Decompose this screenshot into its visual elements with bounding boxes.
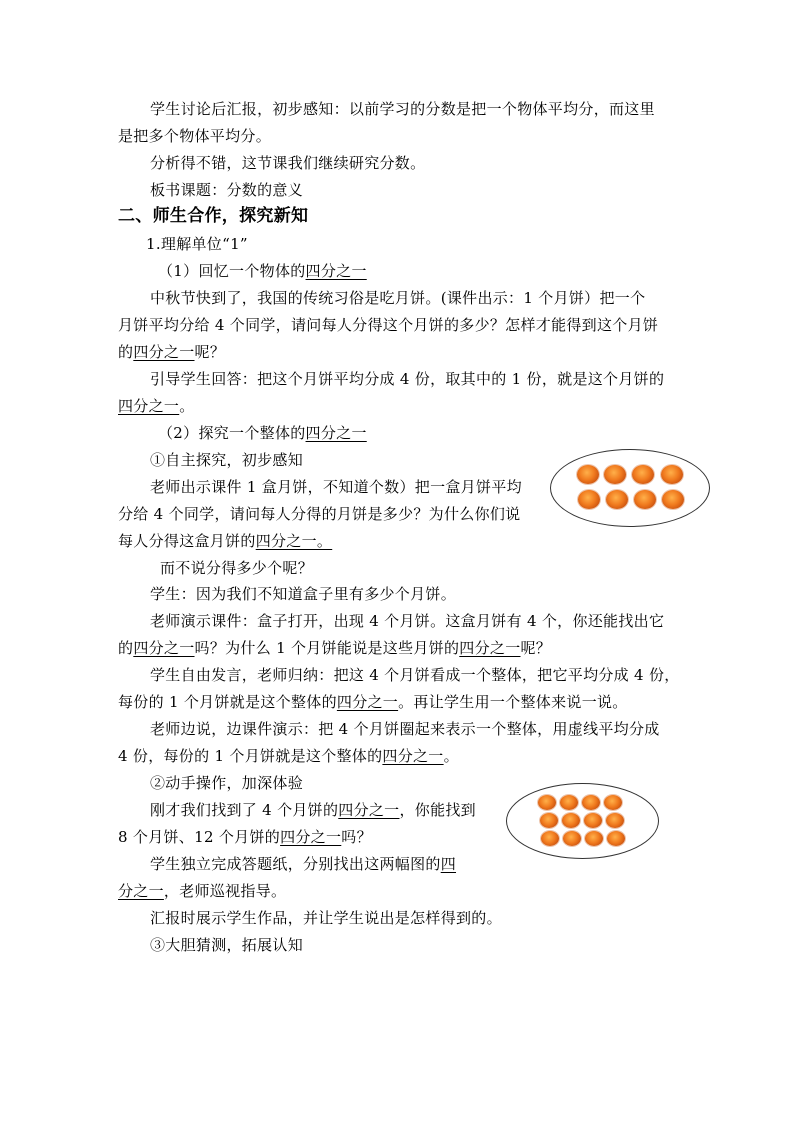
paragraph-midautumn-end: 的四分之一呢？ bbox=[118, 343, 226, 361]
step-bold-guess: ③大胆猜测，拓展认知 bbox=[150, 936, 304, 954]
section-heading: 二、师生合作，探究新知 bbox=[118, 206, 309, 226]
mooncake-icon bbox=[606, 813, 624, 828]
mooncake-icon bbox=[662, 490, 684, 509]
paragraph-box-of-mooncakes: 老师出示课件 1 盒月饼，不知道个数）把一盒月饼平均 bbox=[150, 478, 522, 496]
step-hands-on: ②动手操作，加深体验 bbox=[150, 774, 304, 792]
paragraph-midautumn: 中秋节快到了，我国的传统习俗是吃月饼。(课件出示：1 个月饼）把一个 bbox=[150, 289, 646, 307]
mooncake-icon bbox=[540, 813, 558, 828]
mooncake-icon bbox=[604, 465, 626, 484]
mooncake-icon bbox=[562, 813, 580, 828]
paragraph-why-not-count: 而不说分得多少个呢？ bbox=[160, 559, 314, 577]
paragraph-student-answer: 学生：因为我们不知道盒子里有多少个月饼。 bbox=[150, 585, 457, 603]
mooncake-icon bbox=[541, 831, 559, 846]
mooncake-icon bbox=[607, 831, 625, 846]
mooncake-icon bbox=[606, 490, 628, 509]
paragraph-teacher-circle-cont: 4 份，每份的 1 个月饼就是这个整体的四分之一。 bbox=[118, 747, 459, 765]
step-self-explore: ①自主探究，初步感知 bbox=[150, 451, 304, 469]
subheading-recall: （1）回忆一个物体的四分之一 bbox=[158, 262, 367, 280]
paragraph-free-speech: 学生自由发言，老师归纳：把这 4 个月饼看成一个整体，把它平均分成 4 份， bbox=[150, 666, 680, 684]
paragraph-report: 学生讨论后汇报，初步感知：以前学习的分数是把一个物体平均分，而这里 bbox=[150, 100, 655, 118]
paragraph-show-work: 汇报时展示学生作品，并让学生说出是怎样得到的。 bbox=[150, 909, 502, 927]
mooncake-icon bbox=[560, 795, 578, 810]
paragraph-find-quarter: 刚才我们找到了 4 个月饼的四分之一，你能找到 bbox=[150, 801, 476, 819]
mooncake-icon bbox=[578, 490, 600, 509]
subheading-unit-one: 1.理解单位“1” bbox=[146, 235, 248, 253]
paragraph-free-speech-cont: 每份的 1 个月饼就是这个整体的四分之一。再让学生用一个整体来说一说。 bbox=[118, 693, 628, 711]
mooncake-icon bbox=[585, 831, 603, 846]
mooncake-icon bbox=[632, 465, 654, 484]
paragraph-box-end: 每人分得这盒月饼的四分之一。 bbox=[118, 532, 333, 550]
mooncake-icon bbox=[661, 465, 683, 484]
mooncake-icon bbox=[563, 831, 581, 846]
paragraph-midautumn-cont: 月饼平均分给 4 个同学，请问每人分得这个月饼的多少？怎样才能得到这个月饼 bbox=[118, 316, 659, 334]
mooncake-icon bbox=[582, 795, 600, 810]
plate-of-12-mooncakes bbox=[506, 783, 659, 859]
mooncake-icon bbox=[577, 465, 599, 484]
paragraph-board-title: 板书课题：分数的意义 bbox=[150, 181, 304, 199]
plate-of-8-mooncakes bbox=[550, 449, 710, 527]
paragraph-teacher-demo-cont: 的四分之一吗？为什么 1 个月饼能说是这些月饼的四分之一呢？ bbox=[118, 639, 552, 657]
paragraph-guide-answer-end: 四分之一。 bbox=[118, 397, 195, 415]
mooncake-icon bbox=[538, 795, 556, 810]
mooncake-icon bbox=[604, 795, 622, 810]
mooncake-icon bbox=[634, 490, 656, 509]
paragraph-teacher-circle: 老师边说，边课件演示：把 4 个月饼圈起来表示一个整体，用虚线平均分成 bbox=[150, 720, 660, 738]
paragraph-teacher-demo: 老师演示课件：盒子打开，出现 4 个月饼。这盒月饼有 4 个，你还能找出它 bbox=[150, 612, 665, 630]
paragraph-worksheet-cont: 分之一，老师巡视指导。 bbox=[118, 882, 287, 900]
paragraph-worksheet: 学生独立完成答题纸，分别找出这两幅图的四 bbox=[150, 855, 457, 873]
paragraph-report-cont: 是把多个物体平均分。 bbox=[118, 127, 272, 145]
subheading-explore-whole: （2）探究一个整体的四分之一 bbox=[158, 424, 367, 442]
paragraph-find-quarter-cont: 8 个月饼、12 个月饼的四分之一吗？ bbox=[118, 828, 372, 846]
paragraph-box-cont: 分给 4 个同学，请问每人分得的月饼是多少？为什么你们说 bbox=[118, 505, 521, 523]
paragraph-guide-answer: 引导学生回答：把这个月饼平均分成 4 份，取其中的 1 份，就是这个月饼的 bbox=[150, 370, 665, 388]
paragraph-analysis: 分析得不错，这节课我们继续研究分数。 bbox=[150, 154, 426, 172]
mooncake-icon bbox=[584, 813, 602, 828]
